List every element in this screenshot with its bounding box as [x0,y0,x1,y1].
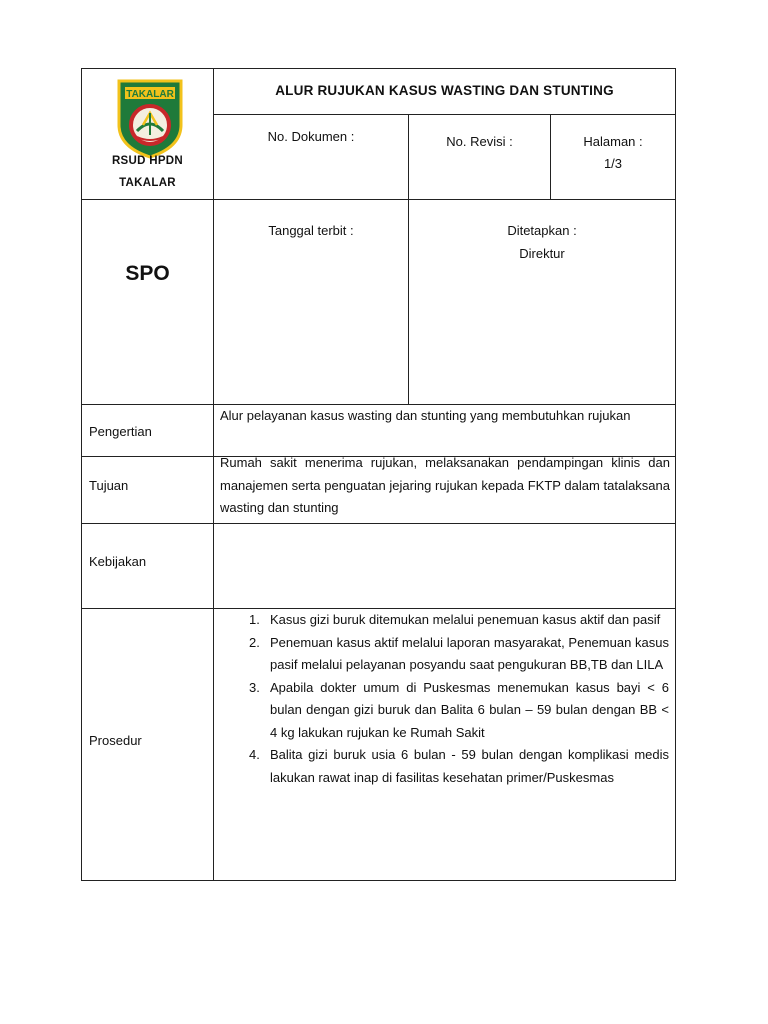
procedure-item [214,609,675,632]
pengertian-label: Pengertian [89,424,152,439]
procedure-item-text: Kasus gizi buruk ditemukan melalui penemuan kasus aktif dan pasif [270,612,661,627]
hospital-name-line2: TAKALAR [119,177,176,189]
spo-cell [81,199,214,405]
pengertian-text: Alur pelayanan kasus wasting dan stunting yang membutuhkan rujukan [220,408,631,423]
procedure-item-number: 1. [249,612,260,627]
prosedur-label-cell [81,608,214,881]
spo-document [81,68,676,881]
tujuan-label-cell [81,456,214,524]
procedure-list [214,609,675,789]
document-title: ALUR RUJUKAN KASUS WASTING DAN STUNTING [275,83,614,98]
page-cell [550,114,676,200]
approval-label: Ditetapkan : [507,223,577,238]
tujuan-content-cell [213,456,676,524]
kebijakan-label: Kebijakan [89,554,147,569]
procedure-item-number: 2. [249,634,260,650]
tujuan-text: Rumah sakit menerima rujukan, melaksanakan pendampingan klinis dan manajemen serta penguatan jejaring rujukan kepada FKTP dalam tatalaksana wasting dan stunting [220,455,670,515]
page-label: Halaman : [583,134,643,149]
tujuan-label: Tujuan [89,478,129,493]
procedure-item [214,744,675,789]
revision-label: No. Revisi : [446,134,513,149]
prosedur-label: Prosedur [89,733,142,748]
hospital-cell [81,68,214,200]
pengertian-label-cell [81,404,214,457]
title-cell [213,68,676,115]
prosedur-content-cell [213,608,676,881]
doc-no-label: No. Dokumen : [267,129,355,144]
svg-text:TAKALAR: TAKALAR [126,89,174,100]
page-value: 1/3 [603,156,623,171]
kebijakan-label-cell [81,523,214,609]
procedure-item [214,632,675,677]
takalar-logo [115,77,185,159]
procedure-item [214,677,675,745]
procedure-item-number: 4. [249,747,260,762]
doc-no-cell [213,114,409,200]
issue-date-label: Tanggal terbit : [268,223,354,238]
issue-date-cell [213,199,409,405]
procedure-item-text: Balita gizi buruk usia 6 bulan - 59 bulan dengan komplikasi medis lakukan rawat inap di fasilitas kesehatan primer/Puskesmas [270,747,669,785]
pengertian-content-cell [213,404,676,457]
approval-cell [408,199,676,405]
kebijakan-content-cell [213,523,676,609]
hospital-name-line1: RSUD HPDN [111,155,184,167]
procedure-item-text: Apabila dokter umum di Puskesmas menemukan kasus bayi < 6 bulan dengan gizi buruk dan Balita 6 bulan – 59 bulan dengan BB < 4 kg lakukan rujukan ke Rumah Sakit [270,679,669,740]
takalar-shield-icon [115,77,185,159]
procedure-item-text: Penemuan kasus aktif melalui laporan masyarakat, Penemuan kasus pasif melalui pelayanan posyandu saat pengukuran BB,TB dan LILA [270,634,669,672]
revision-cell [408,114,551,200]
approver-name: Direktur [519,246,565,261]
spo-label: SPO [125,262,170,285]
procedure-item-number: 3. [249,679,260,695]
